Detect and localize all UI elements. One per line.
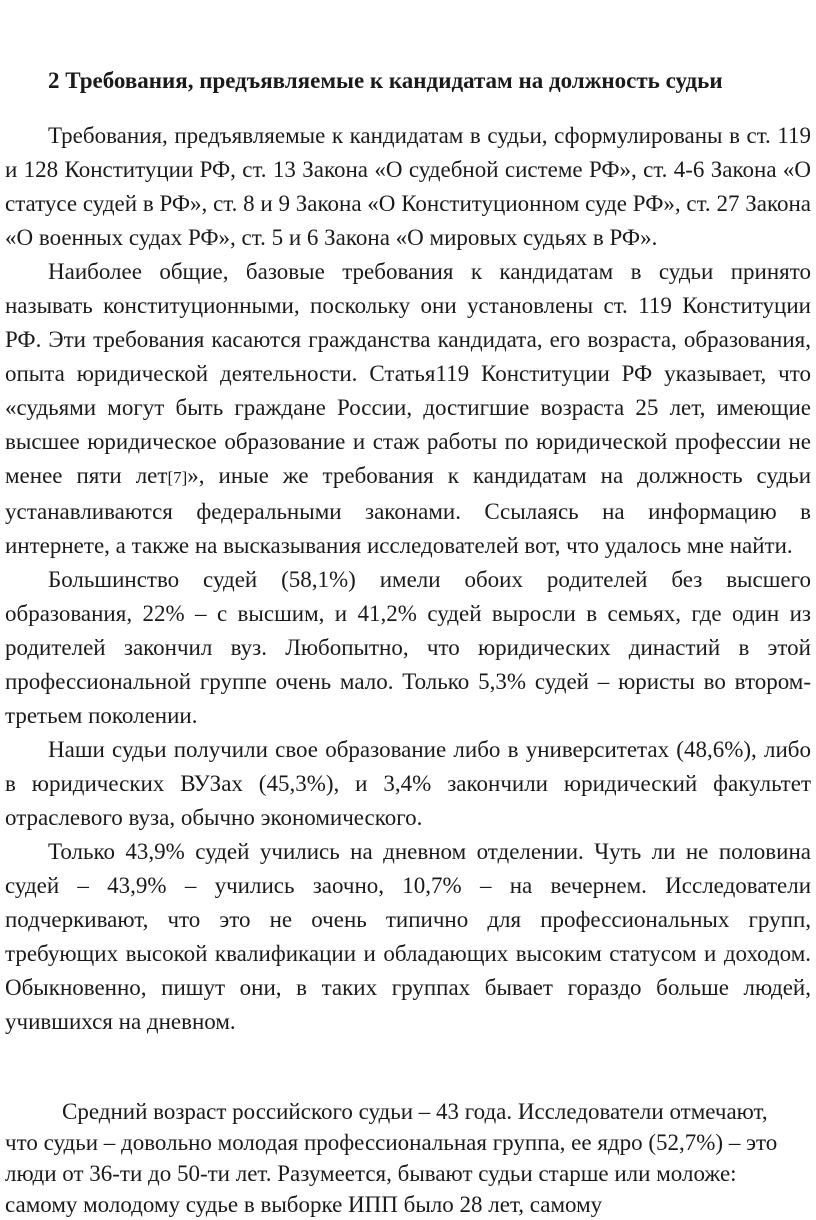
paragraph-text-after-ref: », иные же требования к кандидатам на должность судьи устанавливаются федеральными законами. Ссылаясь на информацию в интернете, а также на высказывания исследователей вот, что удалось мне найти. — [5, 463, 811, 558]
paragraph-legal-sources: Требования, предъявляемые к кандидатам в судьи, сформулированы в ст. 119 и 128 Конституции РФ, ст. 13 Закона «О судебной системе РФ», ст. 4-6 Закона «О статусе судей в РФ», ст. 8 и 9 Закона «О Конституционном суде РФ», ст. 27 Закона «О военных судах РФ», ст. 5 и 6 Закона «О мировых судьях в РФ». — [5, 123, 811, 250]
body-text-continued — [5, 1096, 795, 1220]
footnote-reference[interactable]: [7] — [167, 468, 188, 487]
paragraph-universities: Наши судьи получили свое образование либо в университетах (48,6%), либо в юридических ВУЗах (45,3%), и 3,4% закончили юридический факультет отраслевого вуза, обычно экономического. — [5, 737, 811, 830]
paragraph-constitutional-requirements — [5, 255, 811, 563]
body-text — [5, 119, 811, 1039]
paragraph-parents-education: Большинство судей (58,1%) имели обоих родителей без высшего образования, 22% – с высшим, и 41,2% судей выросли в семьях, где один из родителей закончил вуз. Любопытно, что юридических династий в этой профессиональной группе очень мало. Только 5,3% судей – юристы во втором-третьем поколении. — [5, 567, 811, 728]
paragraph-text-before-ref: Наиболее общие, базовые требования к кандидатам в судьи принято называть конституционными, поскольку они установлены ст. 119 Конституции РФ. Эти требования касаются гражданства кандидата, его возраста, образования, опыта юридической деятельности. Статья119 Конституции РФ указывает, что «судьями могут быть граждане России, достигшие возраста 25 лет, имеющие высшее юридическое образование и стаж работы по юридической профессии не менее пяти лет — [5, 259, 811, 488]
paragraph-average-age: Средний возраст российского судьи – 43 года. Исследователи отмечают, что судьи – довольно молодая профессиональная группа, ее ядро (52,7%) – это люди от 36-ти до 50-ти лет. Разумеется, бывают судьи старше или моложе: самому молодому судье в выборке ИПП было 28 лет, самому — [5, 1099, 778, 1217]
paragraph-study-forms: Только 43,9% судей учились на дневном отделении. Чуть ли не половина судей – 43,9% – учились заочно, 10,7% – на вечернем. Исследователи подчеркивают, что это не очень типично для профессиональных групп, требующих высокой квалификации и обладающих высоким статусом и доходом. Обыкновенно, пишут они, в таких группах бывает гораздо больше людей, учившихся на дневном. — [5, 839, 811, 1034]
section-heading: 2 Требования, предъявляемые к кандидатам на должность судьи — [48, 68, 723, 93]
